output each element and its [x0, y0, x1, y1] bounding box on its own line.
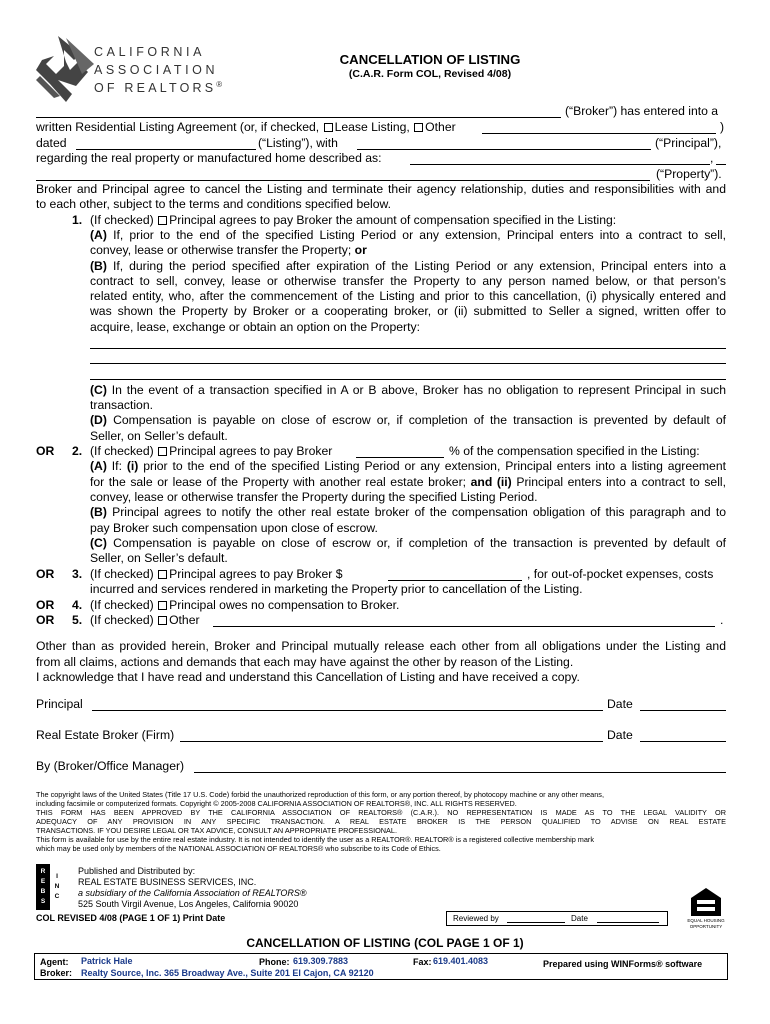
- broker-manager-signature-field[interactable]: [194, 772, 726, 773]
- other-listing-field[interactable]: [482, 133, 716, 134]
- fine-print-3: THIS FORM HAS BEEN APPROVED BY THE CALIFORNIA ASSOCIATION OF REALTORS® (C.A.R.). NO REPRESENTATION IS MADE AS TO THE LEGAL VALIDITY OR: [36, 808, 726, 817]
- agent-fax: 619.401.4083: [433, 956, 489, 966]
- intro-line2: written Residential Listing Agreement (or, if checked, Lease Listing, Other: [36, 120, 456, 134]
- named-person-line-3[interactable]: [90, 379, 726, 380]
- fine-print-6: This form is available for use by the entire real estate industry. It is not intended to identify the user as a REALTOR®. REALTOR® is a registered collective membership mark: [36, 835, 594, 844]
- broker-date-field[interactable]: [640, 741, 726, 742]
- item1-checkbox[interactable]: [158, 216, 167, 225]
- other-terms-field[interactable]: [213, 626, 715, 627]
- fine-print-2: including facsimile or computerized formats. Copyright © 2005-2008 CALIFORNIA ASSOCIATION OF REALTORS®, INC. ALL RIGHTS RESERVED.: [36, 799, 517, 808]
- percent-field[interactable]: [356, 457, 444, 458]
- reviewed-by-field[interactable]: [507, 922, 565, 923]
- logo-line2: ASSOCIATION: [94, 63, 219, 77]
- footer-title: CANCELLATION OF LISTING (COL PAGE 1 OF 1): [246, 936, 524, 950]
- property-field-2[interactable]: [36, 180, 650, 181]
- fine-print-5: TRANSACTIONS. IF YOU DESIRE LEGAL OR TAX ADVICE, CONSULT AN APPROPRIATE PROFESSIONAL.: [36, 826, 398, 835]
- reviewed-box: Reviewed by Date: [446, 911, 668, 926]
- property-field-1[interactable]: [410, 164, 710, 165]
- named-person-line-1[interactable]: [90, 348, 726, 349]
- reviewed-date-field[interactable]: [597, 922, 659, 923]
- broker-name-field[interactable]: [36, 117, 561, 118]
- agent-name: Patrick Hale: [81, 956, 133, 966]
- agent-phone: 619.309.7883: [293, 956, 349, 966]
- lease-listing-checkbox[interactable]: [324, 123, 333, 132]
- item5-checkbox[interactable]: [158, 616, 167, 625]
- fine-print-4: ADEQUACY OF ANY PROVISION IN ANY SPECIFIC TRANSACTION. A REAL ESTATE BROKER IS THE PERSON QUALIFIED TO ADVISE ON REAL ESTATE: [36, 817, 726, 826]
- agent-info-box: Agent: Patrick Hale Phone: 619.309.7883 Fax: 619.401.4083 Prepared using WINForms® software Broker: Realty Source, Inc. 365 Broadway Ave., Suite 201 El Cajon, CA 92120: [34, 953, 728, 980]
- property-field-1b[interactable]: [716, 164, 726, 165]
- equal-housing-icon: [691, 888, 721, 916]
- fine-print-7: which may be used only by members of the NATIONAL ASSOCIATION OF REALTORS® who subscribe to its Code of Ethics.: [36, 844, 441, 853]
- expense-amount-field[interactable]: [388, 580, 522, 581]
- principal-signature-field[interactable]: [92, 710, 603, 711]
- item4-checkbox[interactable]: [158, 601, 167, 610]
- named-person-line-2[interactable]: [90, 363, 726, 364]
- item3-checkbox[interactable]: [158, 570, 167, 579]
- rebs-logo: R E B S I N C: [36, 864, 68, 910]
- equal-housing-logo: EQUAL HOUSING OPPORTUNITY: [684, 888, 728, 934]
- fine-print-1: The copyright laws of the United States (Title 17 U.S. Code) forbid the unauthorized reproduction of this form, or any portion thereof, by photocopy machine or any other means,: [36, 790, 604, 799]
- car-logo-icon: [36, 36, 94, 102]
- item2-checkbox[interactable]: [158, 447, 167, 456]
- broker-suffix: (“Broker”) has entered into a: [565, 104, 719, 118]
- principal-date-field[interactable]: [640, 710, 726, 711]
- car-logo: [36, 36, 226, 106]
- logo-line1: CALIFORNIA: [94, 45, 206, 59]
- broker-firm-field[interactable]: [180, 741, 603, 742]
- page-title: CANCELLATION OF LISTING: [339, 52, 521, 67]
- other-checkbox[interactable]: [414, 123, 423, 132]
- logo-line3: OF REALTORS®: [94, 80, 223, 96]
- page-subtitle: (C.A.R. Form COL, Revised 4/08): [348, 68, 512, 80]
- dated-field[interactable]: [76, 149, 256, 150]
- broker-info: Realty Source, Inc. 365 Broadway Ave., Suite 201 El Cajon, CA 92120: [81, 968, 374, 978]
- prepared-using: Prepared using WINForms® software: [543, 959, 703, 969]
- principal-name-field[interactable]: [357, 149, 651, 150]
